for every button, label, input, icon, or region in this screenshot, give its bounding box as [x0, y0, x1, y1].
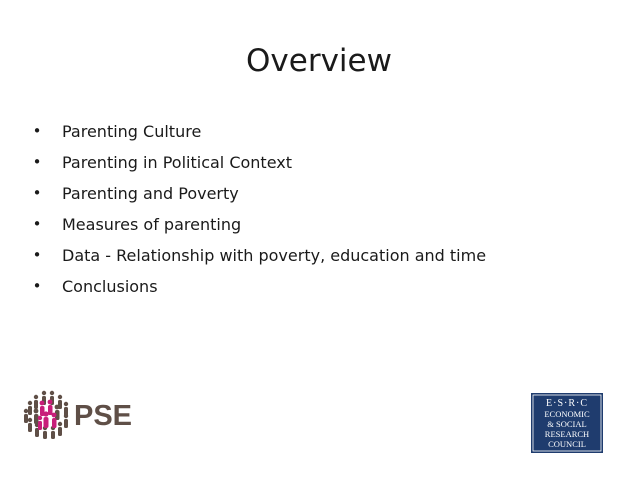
esrc-line-social: & SOCIAL — [547, 419, 587, 429]
bullet-item — [30, 240, 486, 271]
esrc-line-research: RESEARCH — [544, 429, 590, 439]
esrc-line-economic: ECONOMIC — [544, 409, 590, 419]
people-cluster-icon — [24, 391, 68, 439]
bullet-text: Parenting and Poverty — [62, 184, 239, 203]
bullet-text: Parenting Culture — [62, 122, 202, 141]
pse-logo — [22, 387, 154, 439]
pse-wordmark: PSE — [74, 400, 133, 432]
bullet-text: Data - Relationship with poverty, education and time — [62, 246, 487, 265]
bullet-icon: • — [32, 215, 42, 233]
slide-title: Overview — [246, 43, 392, 79]
bullet-item — [30, 271, 486, 302]
bullet-list — [30, 116, 486, 302]
bullet-icon: • — [32, 153, 42, 171]
bullet-icon: • — [32, 122, 42, 140]
bullet-item — [30, 209, 486, 240]
bullet-item — [30, 147, 486, 178]
bullet-icon: • — [32, 246, 42, 264]
bullet-text: Conclusions — [62, 277, 158, 296]
esrc-line-council: COUNCIL — [548, 439, 586, 449]
esrc-logo — [531, 393, 603, 453]
bullet-item — [30, 178, 486, 209]
bullet-item — [30, 116, 486, 147]
bullet-icon: • — [32, 184, 42, 202]
bullet-icon: • — [32, 277, 42, 295]
esrc-letters: E·S·R·C — [546, 398, 588, 409]
bullet-text: Parenting in Political Context — [62, 153, 293, 172]
bullet-text: Measures of parenting — [62, 215, 242, 234]
